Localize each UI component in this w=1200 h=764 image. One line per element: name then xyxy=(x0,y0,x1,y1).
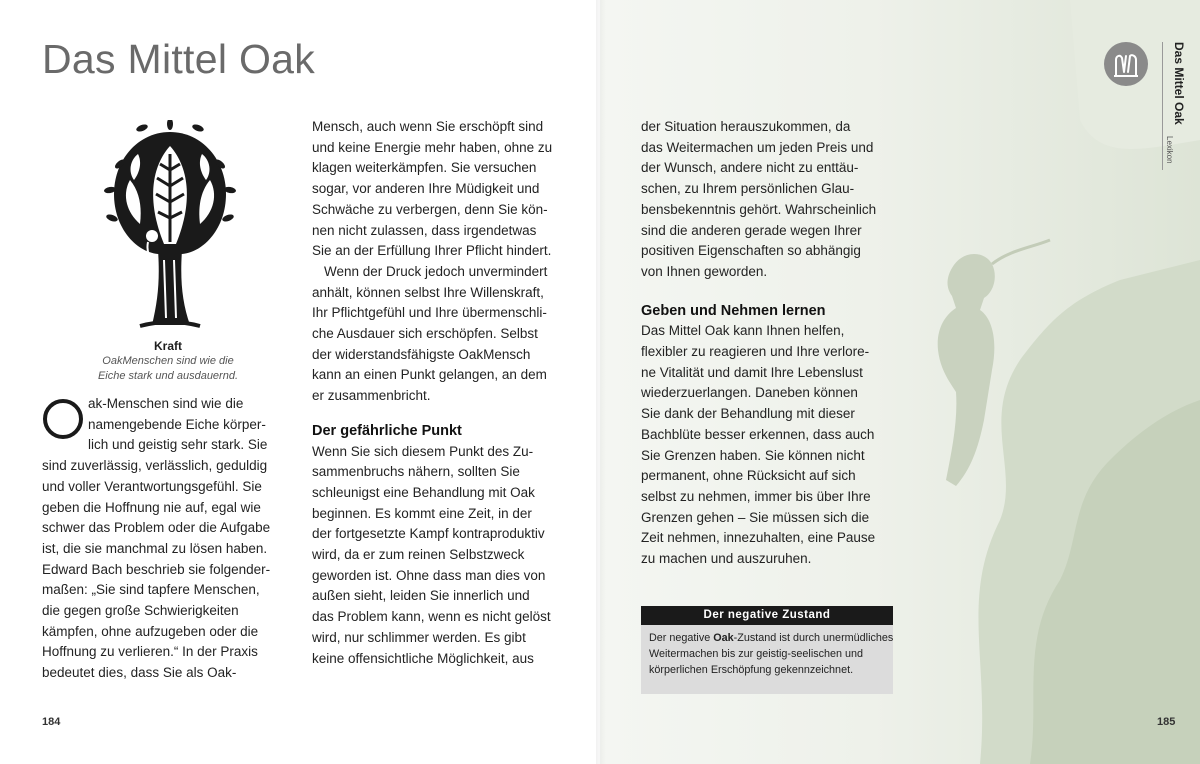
side-tab-title: Das Mittel Oak xyxy=(1172,42,1186,125)
paragraph: Wenn Sie sich diesem Punkt des Zu- sammenbruchs nähern, sollten Sie schleunigst eine Behandlung mit Oak beginnen. Es kommt eine Zeit, in der der fortgesetzte Kampf kontraproduktiv wird, da er zum reinen Selbstzweck geworden ist. Ohne dass man dies von außen sieht, leiden Sie innerlich und das Problem kann, wenn es nicht gelöst wird, nur schlimmer werden. Es gibt keine offensichtliche Möglichkeit, aus xyxy=(312,443,551,666)
oak-tree-icon xyxy=(100,120,240,330)
caption-title: Kraft xyxy=(153,339,182,353)
hands-icon xyxy=(1104,42,1148,86)
side-tab-section: Lexikon xyxy=(1165,136,1174,164)
paragraph: Mensch, auch wenn Sie erschöpft sind und keine Energie mehr haben, ohne zu klagen weiterkämpfen. Sie versuchen sogar, vor anderen Ihre Müdigkeit und Schwäche zu verbergen, denn Sie kön- nen nicht zulassen, dass irgendetwas Sie an der Erfüllung Ihrer Pflicht hindert. xyxy=(312,119,553,259)
text-column-middle xyxy=(312,117,558,669)
paragraph: Das Mittel Oak kann Ihnen helfen, flexibler zu reagieren und Ihre verlore- ne Vitalität und damit Ihre Lebenslust wiederzuerlangen. Daneben können Sie dank der Behandlung mit dieser Bachblüte besser erkennen, dass auch Sie Grenzen haben. Sie können nicht permanent, ohne Rücksicht auf sich selbst zu nehmen, immer bis über Ihre Grenzen gehen – Sie müssen sich die Zeit nehmen, innezuhalten, eine Pause zu machen und auszuruhen. xyxy=(641,323,876,567)
book-gutter xyxy=(596,0,606,764)
section-heading: Geben und Nehmen lernen xyxy=(641,302,826,319)
info-box-body: Der negative Oak-Zustand ist durch unermüdliches Weitermachen bis zur geistig-seelischen und körperlichen Erschöpfung gekennzeichnet. xyxy=(649,632,894,676)
side-tab-label xyxy=(1165,42,1194,172)
side-tab-divider xyxy=(1162,42,1163,170)
right-page xyxy=(600,0,1200,764)
paragraph: Wenn der Druck jedoch unvermindert anhält, können selbst Ihre Willenskraft, Ihr Pflichtgefühl und Ihre übermenschli- che Ausdauer sich erschöpfen. Selbst der widerstandsfähigste OakMensch kann an einen Punkt gelangen, an dem er zusammenbricht. xyxy=(312,263,548,404)
info-box-title: Der negative Zustand xyxy=(641,606,893,625)
paragraph: der Situation herauszukommen, da das Weitermachen um jeden Preis und der Wunsch, andere nicht zu enttäu- schen, zu Ihrem persönlichen Glau- bensbekenntnis gehört. Wahrscheinlich sind die anderen gerade wegen Ihrer positiven Eigenschaften so abhängig von Ihnen geworden. xyxy=(641,119,877,279)
text-column-left: ak-Menschen sind wie die namengebende Eiche körper- lich und geistig sehr stark. Sie sind zuverlässig, verlässlich, geduldig und voller Verantwortungsgefühl. Sie geben die Hoffnung nie auf, egal wie schwer das Problem oder die Aufgabe ist, die sie manchmal zu lösen haben. Edward Bach beschrieb sie folgender- maßen: „Sie sind tapfere Menschen, die gegen große Schwierigkeiten kämpfen, ohne aufzugeben oder die Hoffnung zu verlieren.“ In der Praxis bedeutet dies, dass Sie als Oak- xyxy=(42,396,271,681)
info-box xyxy=(641,606,893,694)
text-column-right xyxy=(641,117,891,570)
section-heading: Der gefährliche Punkt xyxy=(312,422,462,439)
page-number-right: 185 xyxy=(1157,716,1176,728)
chapter-title: Das Mittel Oak xyxy=(42,36,316,82)
page-number-left: 184 xyxy=(42,716,61,728)
caption-text: OakMenschen sind wie die Eiche stark und ausdauernd. xyxy=(97,355,239,382)
